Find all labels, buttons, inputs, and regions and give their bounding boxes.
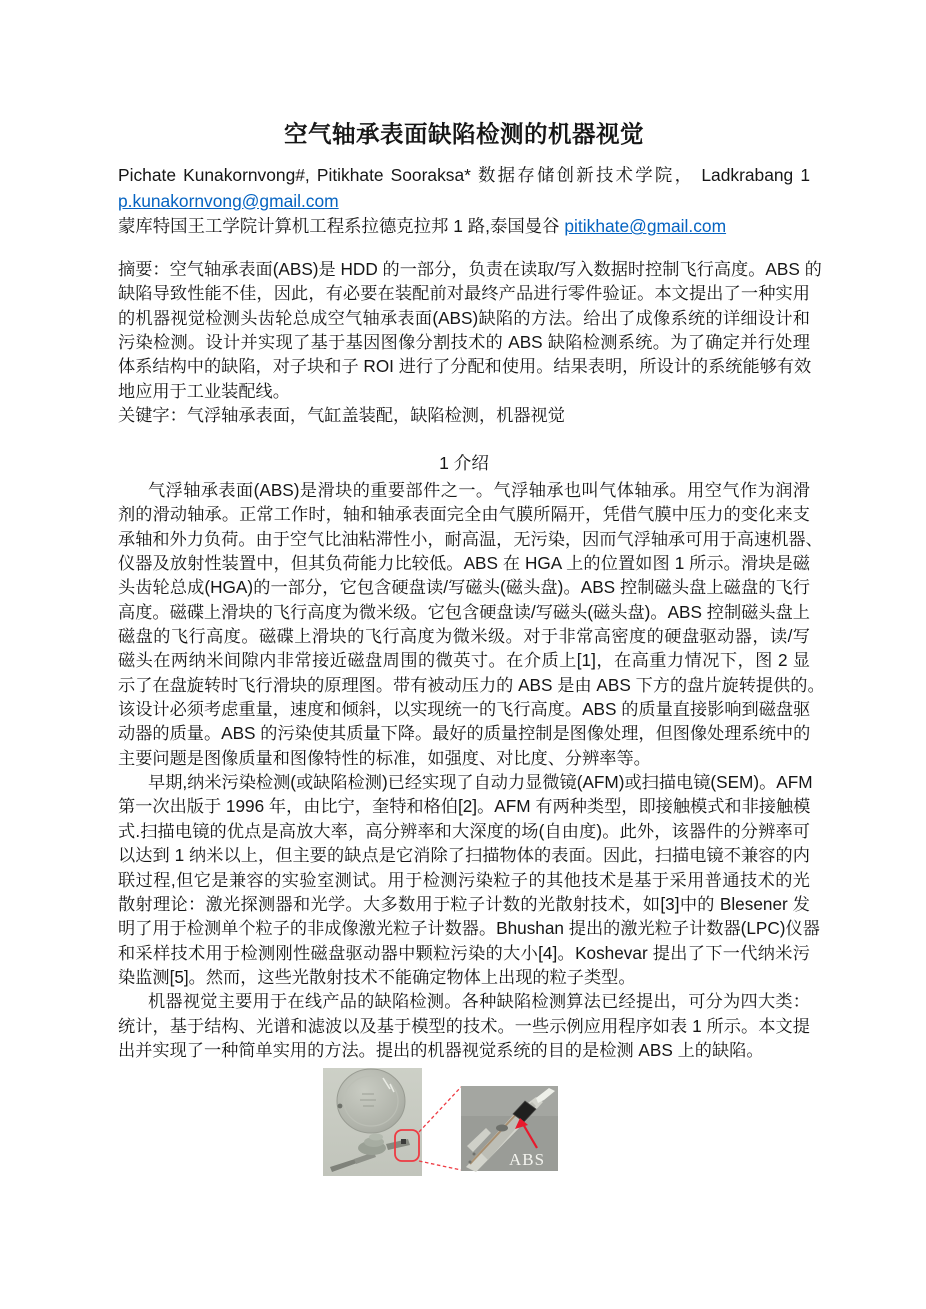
author-block [118,163,810,240]
intro-paragraph-3 [118,989,810,1062]
text-line: 以达到 1 纳米以上，但主要的缺点是它消除了扫描物体的表面。因此，扫描电镜不兼容的内 [118,845,810,866]
author-line: Pichate Kunakornvong#, Pitikhate Sooraksa* 数据存储创新技术学院， Ladkrabang 1 [118,165,810,185]
text-line: 承轴和外力负荷。由于空气比油粘滞性小，耐高温，无污染，因而气浮轴承可用于高速机器、 [118,528,823,549]
email-link-1[interactable]: p.kunakornvong@gmail.com [118,190,339,211]
text-line: 主要问题是图像质量和图像特性的标准，如强度、对比度、分辨率等。 [118,747,651,768]
text-line: 出并实现了一种简单实用的方法。提出的机器视觉系统的目的是检测 ABS 上的缺陷。 [118,1039,764,1060]
text-line: 该设计必须考虑重量，速度和倾斜，以实现统一的飞行高度。ABS 的质量直接影响到磁盘驱 [118,699,811,720]
text-line: 剂的滑动轴承。正常工作时，轴和轴承表面完全由气膜所隔开，凭借气膜中压力的变化来支 [118,504,810,525]
abstract-block [118,257,822,427]
text-line: 明了用于检测单个粒子的非成像激光粒子计数器。Bhushan 提出的激光粒子计数器(LPC)仪器 [118,918,820,939]
text-line: 联过程,但它是兼容的实验室测试。用于检测污染粒子的其他技术是基于采用普通技术的光 [118,869,810,890]
text-line: 式.扫描电镜的优点是高放大率，高分辨率和大深度的场(自由度)。此外，该器件的分辨率可 [118,820,810,841]
text-line: 第一次出版于 1996 年，由比宁，奎特和格伯[2]。AFM 有两种类型，即接触模式和非接触模 [118,796,811,817]
text-line: 染监测[5]。然而，这些光散射技术不能确定物体上出现的粒子类型。 [118,966,636,987]
affiliation-line [118,214,810,240]
text-line: 地应用于工业装配线。 [118,380,290,401]
text-line: 和采样技术用于检测刚性磁盘驱动器中颗粒污染的大小[4]。Koshevar 提出了下一代纳米污 [118,942,810,963]
introduction-body [118,478,825,1062]
coin [337,1069,405,1133]
author-email-line [118,189,810,215]
text-line: 仪器及放射性装置中，但其负荷能力比较低。ABS 在 HGA 上的位置如图 1 所示。滑块是磁 [118,553,810,574]
text-line: 机器视觉主要用于在线产品的缺陷检测。各种缺陷检测算法已经提出，可分为四大类： [148,991,810,1012]
left-photo-hga-with-coin [323,1068,422,1176]
abs-label: ABS [509,1150,546,1169]
text-line: 的机器视觉检测头齿轮总成空气轴承表面(ABS)缺陷的方法。给出了成像系统的详细设计和 [118,307,810,328]
text-line: 磁盘的飞行高度。磁碟上滑块的飞行高度为微米级。对于非常高密度的硬盘驱动器，读/写 [118,626,810,647]
text-line: 高度。磁碟上滑块的飞行高度为微米级。它包含硬盘读/写磁头(磁头盘)。ABS 控制磁头盘上 [118,601,810,622]
email-link-2[interactable]: pitikhate@gmail.com [564,216,727,237]
text-line: 磁头在两纳米间隙内非常接近磁盘周围的微英寸。在介质上[1]，在高重力情况下，图 2 显 [118,650,810,671]
intro-paragraph-2 [118,770,820,989]
text-line: 摘要：空气轴承表面(ABS)是 HDD 的一部分，负责在读取/写入数据时控制飞行高度。ABS 的 [118,259,822,279]
intro-paragraph-1 [118,478,825,770]
affiliation-text: 蒙库特国王工学院计算机工程系拉德克拉邦 1 路,泰国曼谷 [118,216,560,237]
right-photo-abs-closeup [461,1086,558,1172]
text-line: 早期,纳米污染检测(或缺陷检测)已经实现了自动力显微镜(AFM)或扫描电镜(SEM)。AFM [148,772,813,793]
keywords-line: 关键字：气浮轴承表面，气缸盖装配，缺陷检测，机器视觉 [118,405,565,426]
text-line: 气浮轴承表面(ABS)是滑块的重要部件之一。气浮轴承也叫气体轴承。用空气作为润滑 [148,480,810,500]
text-line: 动器的质量。ABS 的污染使其质量下降。最好的质量控制是图像处理，但图像处理系统中的 [118,723,811,744]
figure-hga-photo [0,1068,926,1189]
section-heading-introduction: 1 介绍 [439,453,489,473]
text-line: 头齿轮总成(HGA)的一部分，它包含硬盘读/写磁头(磁头盘)。ABS 控制磁头盘上磁盘的飞行 [118,577,810,598]
zoom-connector-lines [419,1087,461,1170]
text-line: 散射理论：激光探测器和光学。大多数用于粒子计数的光散射技术，如[3]中的 Blesener 发 [118,893,810,914]
text-line: 缺陷导致性能不佳，因此，有必要在装配前对最终产品进行零件验证。本文提出了一种实用 [118,283,810,304]
abstract-paragraph [118,257,822,403]
text-line: 统计，基于结构、光谱和滤波以及基于模型的技术。一些示例应用程序如表 1 所示。本文提 [118,1015,810,1036]
text-line: 示了在盘旋转时飞行滑块的原理图。带有被动压力的 ABS 是由 ABS 下方的盘片旋转提供的。 [118,674,825,695]
text-line: 体系结构中的缺陷，对子块和子 ROI 进行了分配和使用。结果表明，所设计的系统能够有效 [118,356,812,377]
text-line: 污染检测。设计并实现了基于基因图像分割技术的 ABS 缺陷检测系统。为了确定并行处理 [118,332,810,353]
paper-title: 空气轴承表面缺陷检测的机器视觉 [284,121,644,147]
